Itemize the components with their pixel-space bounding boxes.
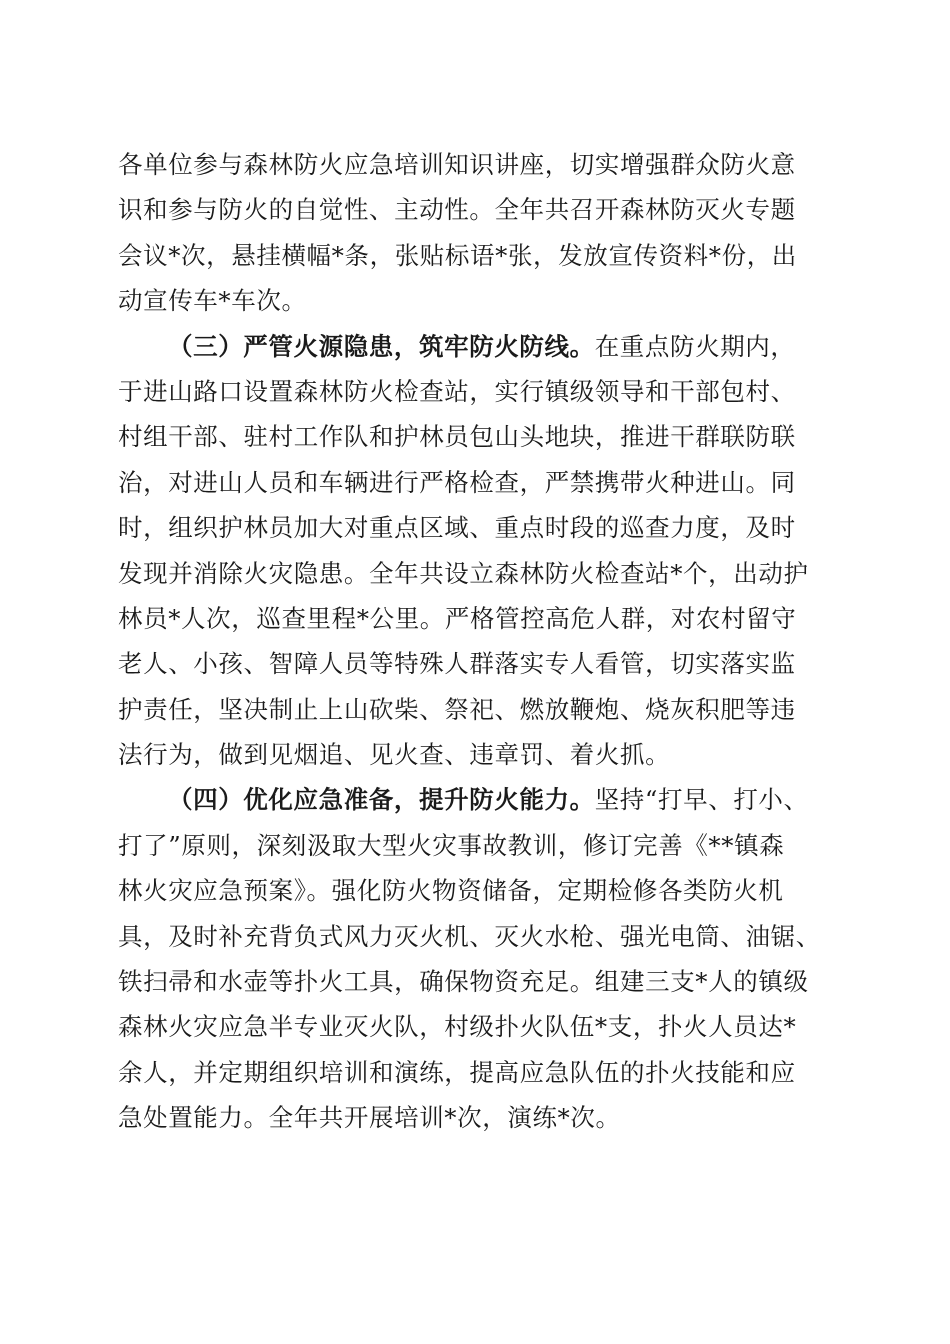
text-line: 余人，并定期组织培训和演练，提高应急队伍的扑火技能和应: [118, 1057, 796, 1087]
text-line: 森林火灾应急半专业灭火队，村级扑火队伍*支，扑火人员达*: [118, 1012, 797, 1042]
text-line: 发现并消除火灾隐患。全年共设立森林防火检查站*个，出动护: [118, 558, 809, 588]
document-body: [118, 142, 832, 1141]
text-line: 村组干部、驻村工作队和护林员包山头地块，推进干群联防联: [118, 422, 796, 452]
text-line: 老人、小孩、智障人员等特殊人群落实专人看管，切实落实监: [118, 649, 796, 679]
text-line: 各单位参与森林防火应急培训知识讲座，切实增强群众防火意: [118, 150, 796, 179]
text-line: 会议*次，悬挂横幅*条，张贴标语*张，发放宣传资料*份，出: [118, 240, 797, 270]
text-line: 具，及时补充背负式风力灭火机、灭火水枪、强光电筒、油锯、: [118, 921, 821, 951]
text-line: 打了”原则，深刻汲取大型火灾事故教训，修订完善《**镇森: [118, 830, 785, 860]
text-line: 护责任，坚决制止上山砍柴、祭祀、燃放鞭炮、烧灰积肥等违: [118, 694, 796, 724]
text-line: 林员*人次，巡查里程*公里。严格管控高危人群，对农村留守: [118, 603, 797, 633]
paragraph-section-4: [118, 777, 832, 1140]
paragraph-section-3: [118, 324, 832, 778]
text-line: [118, 324, 832, 369]
text-line: 动宣传车*车次。: [118, 286, 307, 316]
section-3-heading: （三）严管火源隐患，筑牢防火防线。: [168, 331, 595, 361]
text-line: 急处置能力。全年共开展培训*次，演练*次。: [118, 1103, 621, 1133]
text-line: 林火灾应急预案》。强化防火物资储备，定期检修各类防火机: [118, 876, 784, 906]
paragraph-publicity: [118, 142, 832, 324]
section-4-heading: （四）优化应急准备，提升防火能力。: [168, 785, 595, 815]
text-line: 铁扫帚和水壶等扑火工具，确保物资充足。组建三支*人的镇级: [118, 967, 809, 997]
section-4-first-line-rest: 坚持“打早、打小、: [594, 785, 809, 815]
text-line: 法行为，做到见烟追、见火查、违章罚、着火抓。: [118, 740, 671, 770]
text-line: 识和参与防火的自觉性、主动性。全年共召开森林防灭火专题: [118, 195, 796, 225]
text-line: 时，组织护林员加大对重点区域、重点时段的巡查力度，及时: [118, 513, 796, 543]
text-line: 于进山路口设置森林防火检查站，实行镇级领导和干部包村、: [118, 376, 796, 406]
text-line: 治，对进山人员和车辆进行严格检查，严禁携带火种进山。同: [118, 467, 796, 497]
section-3-first-line-rest: 在重点防火期内，: [594, 331, 796, 361]
text-line: [118, 777, 832, 822]
